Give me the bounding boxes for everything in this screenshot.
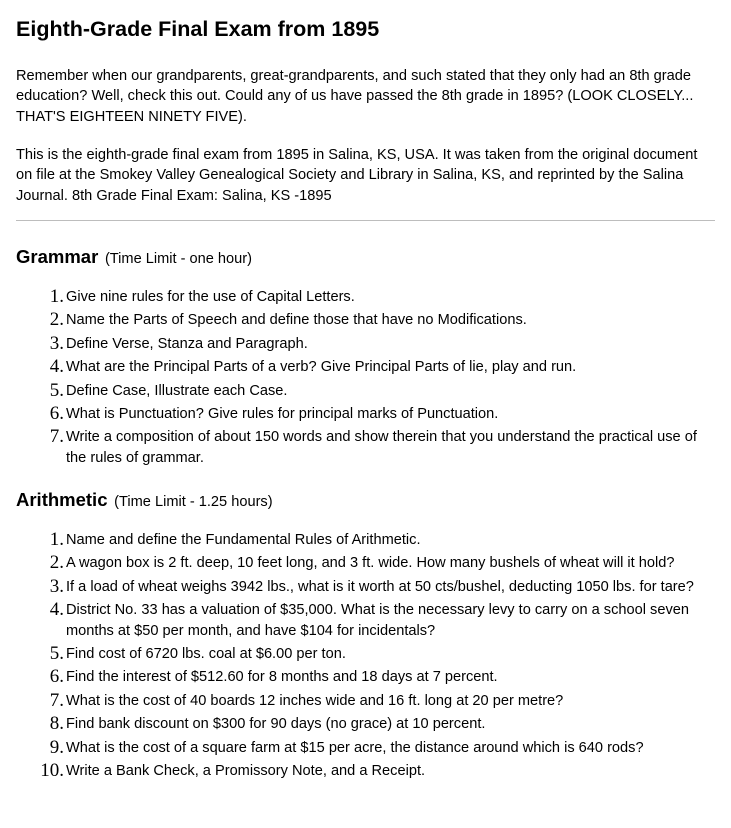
question-number: 3. [49, 575, 64, 597]
question-text: Name the Parts of Speech and define those that have no Modifications. [66, 312, 527, 329]
grammar-title: Grammar [16, 246, 99, 267]
question-number: 5. [49, 379, 64, 401]
question-text: A wagon box is 2 ft. deep, 10 feet long, and 3 ft. wide. How many bushels of wheat will it hold? [66, 555, 675, 572]
question-number: 6. [49, 666, 64, 688]
page-title: Eighth-Grade Final Exam from 1895 [16, 17, 380, 41]
question-text: District No. 33 has a valuation of $35,000. What is the necessary levy to carry on a school seven months at $50 per month, and have $104 for incidentals? [66, 602, 689, 639]
question-number: 2. [49, 552, 64, 574]
horizontal-divider [16, 220, 715, 221]
question-text: Find cost of 6720 lbs. coal at $6.00 per ton. [66, 646, 346, 663]
question-text: What is the cost of a square farm at $15 per acre, the distance around which is 640 rods? [66, 739, 644, 756]
arithmetic-heading [16, 485, 273, 513]
question-number: 4. [49, 356, 64, 378]
question-number: 5. [49, 643, 64, 665]
question-number: 3. [49, 332, 64, 354]
question-number: 2. [49, 309, 64, 331]
question-text: Name and define the Fundamental Rules of Arithmetic. [66, 532, 421, 548]
grammar-question [16, 404, 716, 425]
grammar-question [16, 334, 716, 355]
arithmetic-question [16, 530, 716, 551]
question-text: What is the cost of 40 boards 12 inches wide and 16 ft. long at 20 per metre? [66, 692, 564, 709]
question-text: Find the interest of $512.60 for 8 months and 18 days at 7 percent. [66, 669, 498, 686]
arithmetic-question [16, 553, 716, 574]
question-number: 10. [40, 760, 64, 782]
intro-paragraph-1: Remember when our grandparents, great-grandparents, and such stated that they only had an 8th grade education? Well, check this out. Could any of us have passed the 8th grade in 1895? (LOOK CLOSELY... THAT'S EIGHTEEN NINETY FIVE). [16, 68, 694, 125]
question-number: 8. [49, 713, 64, 735]
question-number: 1. [49, 286, 64, 307]
intro-paragraph-2: This is the eighth-grade final exam from 1895 in Salina, KS, USA. It was taken from the original document on file at the Smokey Valley Genealogical Society and Library in Salina, KS, and reprinted by the Salina Journal. 8th Grade Final Exam: Salina, KS -1895 [16, 147, 698, 204]
question-text: Give nine rules for the use of Capital Letters. [66, 289, 355, 305]
arithmetic-question [16, 667, 716, 688]
arithmetic-question-list [16, 530, 716, 784]
question-text: Write a composition of about 150 words and show therein that you understand the practical use of the rules of grammar. [66, 429, 697, 466]
question-number: 7. [49, 426, 64, 448]
question-number: 4. [49, 599, 64, 621]
arithmetic-title: Arithmetic [16, 489, 108, 510]
arithmetic-question [16, 691, 716, 712]
question-text: Find bank discount on $300 for 90 days (no grace) at 10 percent. [66, 716, 486, 733]
question-text: What is Punctuation? Give rules for principal marks of Punctuation. [66, 405, 499, 422]
grammar-time-limit: (Time Limit - one hour) [104, 251, 252, 267]
question-number: 6. [49, 402, 64, 424]
arithmetic-question [16, 600, 716, 641]
question-text: If a load of wheat weighs 3942 lbs., what is it worth at 50 cts/bushel, deducting 1050 lbs. for tare? [66, 578, 694, 595]
grammar-question [16, 357, 716, 378]
question-number: 1. [49, 529, 64, 550]
arithmetic-question [16, 644, 716, 665]
question-number: 7. [49, 689, 64, 711]
grammar-question-list [16, 287, 716, 471]
arithmetic-question [16, 577, 716, 598]
question-text: Define Verse, Stanza and Paragraph. [66, 335, 308, 352]
question-text: Write a Bank Check, a Promissory Note, and a Receipt. [66, 763, 426, 780]
question-number: 9. [49, 736, 64, 758]
question-text: What are the Principal Parts of a verb? Give Principal Parts of lie, play and run. [66, 359, 577, 376]
grammar-question [16, 310, 716, 331]
grammar-question [16, 427, 716, 468]
arithmetic-question [16, 714, 716, 735]
arithmetic-time-limit: (Time Limit - 1.25 hours) [114, 494, 273, 510]
arithmetic-question [16, 761, 716, 782]
grammar-question [16, 287, 716, 308]
grammar-question [16, 381, 716, 402]
arithmetic-question [16, 738, 716, 759]
question-text: Define Case, Illustrate each Case. [66, 382, 288, 399]
grammar-heading [16, 242, 252, 270]
